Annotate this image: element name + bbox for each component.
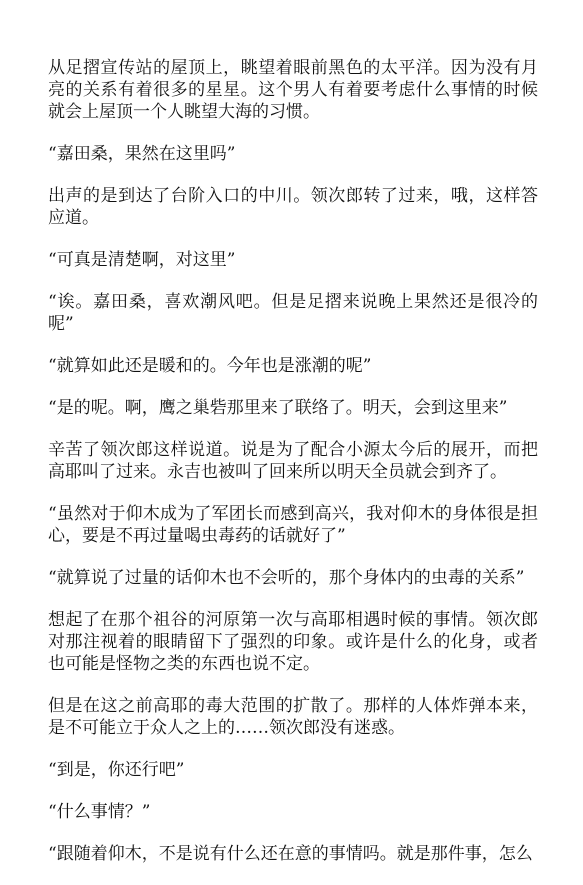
paragraph-13: “到是，你还行吧” xyxy=(48,760,185,780)
paragraph-4: “可真是清楚啊，对这里” xyxy=(48,250,236,270)
paragraph-11: 想起了在那个祖谷的河原第一次与高耶相遇时候的事情。领次郎对那注视着的眼睛留下了强烈的印象。或许是什么的化身，或者也可能是怪物之类的东西也说不定。 xyxy=(48,610,538,674)
paragraph-3: 出声的是到达了台阶入口的中川。领次郎转了过来，哦，这样答应道。 xyxy=(48,186,538,228)
paragraph-8: 辛苦了领次郎这样说道。说是为了配合小源太今后的展开，而把高耶叫了过来。永吉也被叫了回来所以明天全员就会到齐了。 xyxy=(48,440,538,482)
paragraph-1: 从足摺宣传站的屋顶上，眺望着眼前黑色的太平洋。因为没有月亮的关系有着很多的星星。这个男人有着要考虑什么事情的时候就会上屋顶一个人眺望大海的习惯。 xyxy=(48,58,538,122)
paragraph-14: “什么事情？” xyxy=(48,802,151,822)
paragraph-9: “虽然对于仰木成为了军团长而感到高兴，我对仰木的身体很是担心，要是不再过量喝虫毒药的话就好了” xyxy=(48,504,538,546)
paragraph-15: “跟随着仰木，不是说有什么还在意的事情吗。就是那件事，怎么 xyxy=(48,844,533,864)
paragraph-7: “是的呢。啊，鹰之巢砦那里来了联络了。明天，会到这里来” xyxy=(48,398,508,418)
paragraph-2: “嘉田桑，果然在这里吗” xyxy=(48,144,236,164)
paragraph-6: “就算如此还是暖和的。今年也是涨潮的呢” xyxy=(48,356,372,376)
paragraph-12: 但是在这之前高耶的毒大范围的扩散了。那样的人体炸弹本来，是不可能立于众人之上的……领次郎没有迷惑。 xyxy=(48,696,538,738)
document-page xyxy=(48,57,538,885)
paragraph-10: “就算说了过量的话仰木也不会听的，那个身体内的虫毒的关系” xyxy=(48,568,525,588)
paragraph-5: “诶。嘉田桑，喜欢潮风吧。但是足摺来说晚上果然还是很冷的呢” xyxy=(48,292,538,334)
